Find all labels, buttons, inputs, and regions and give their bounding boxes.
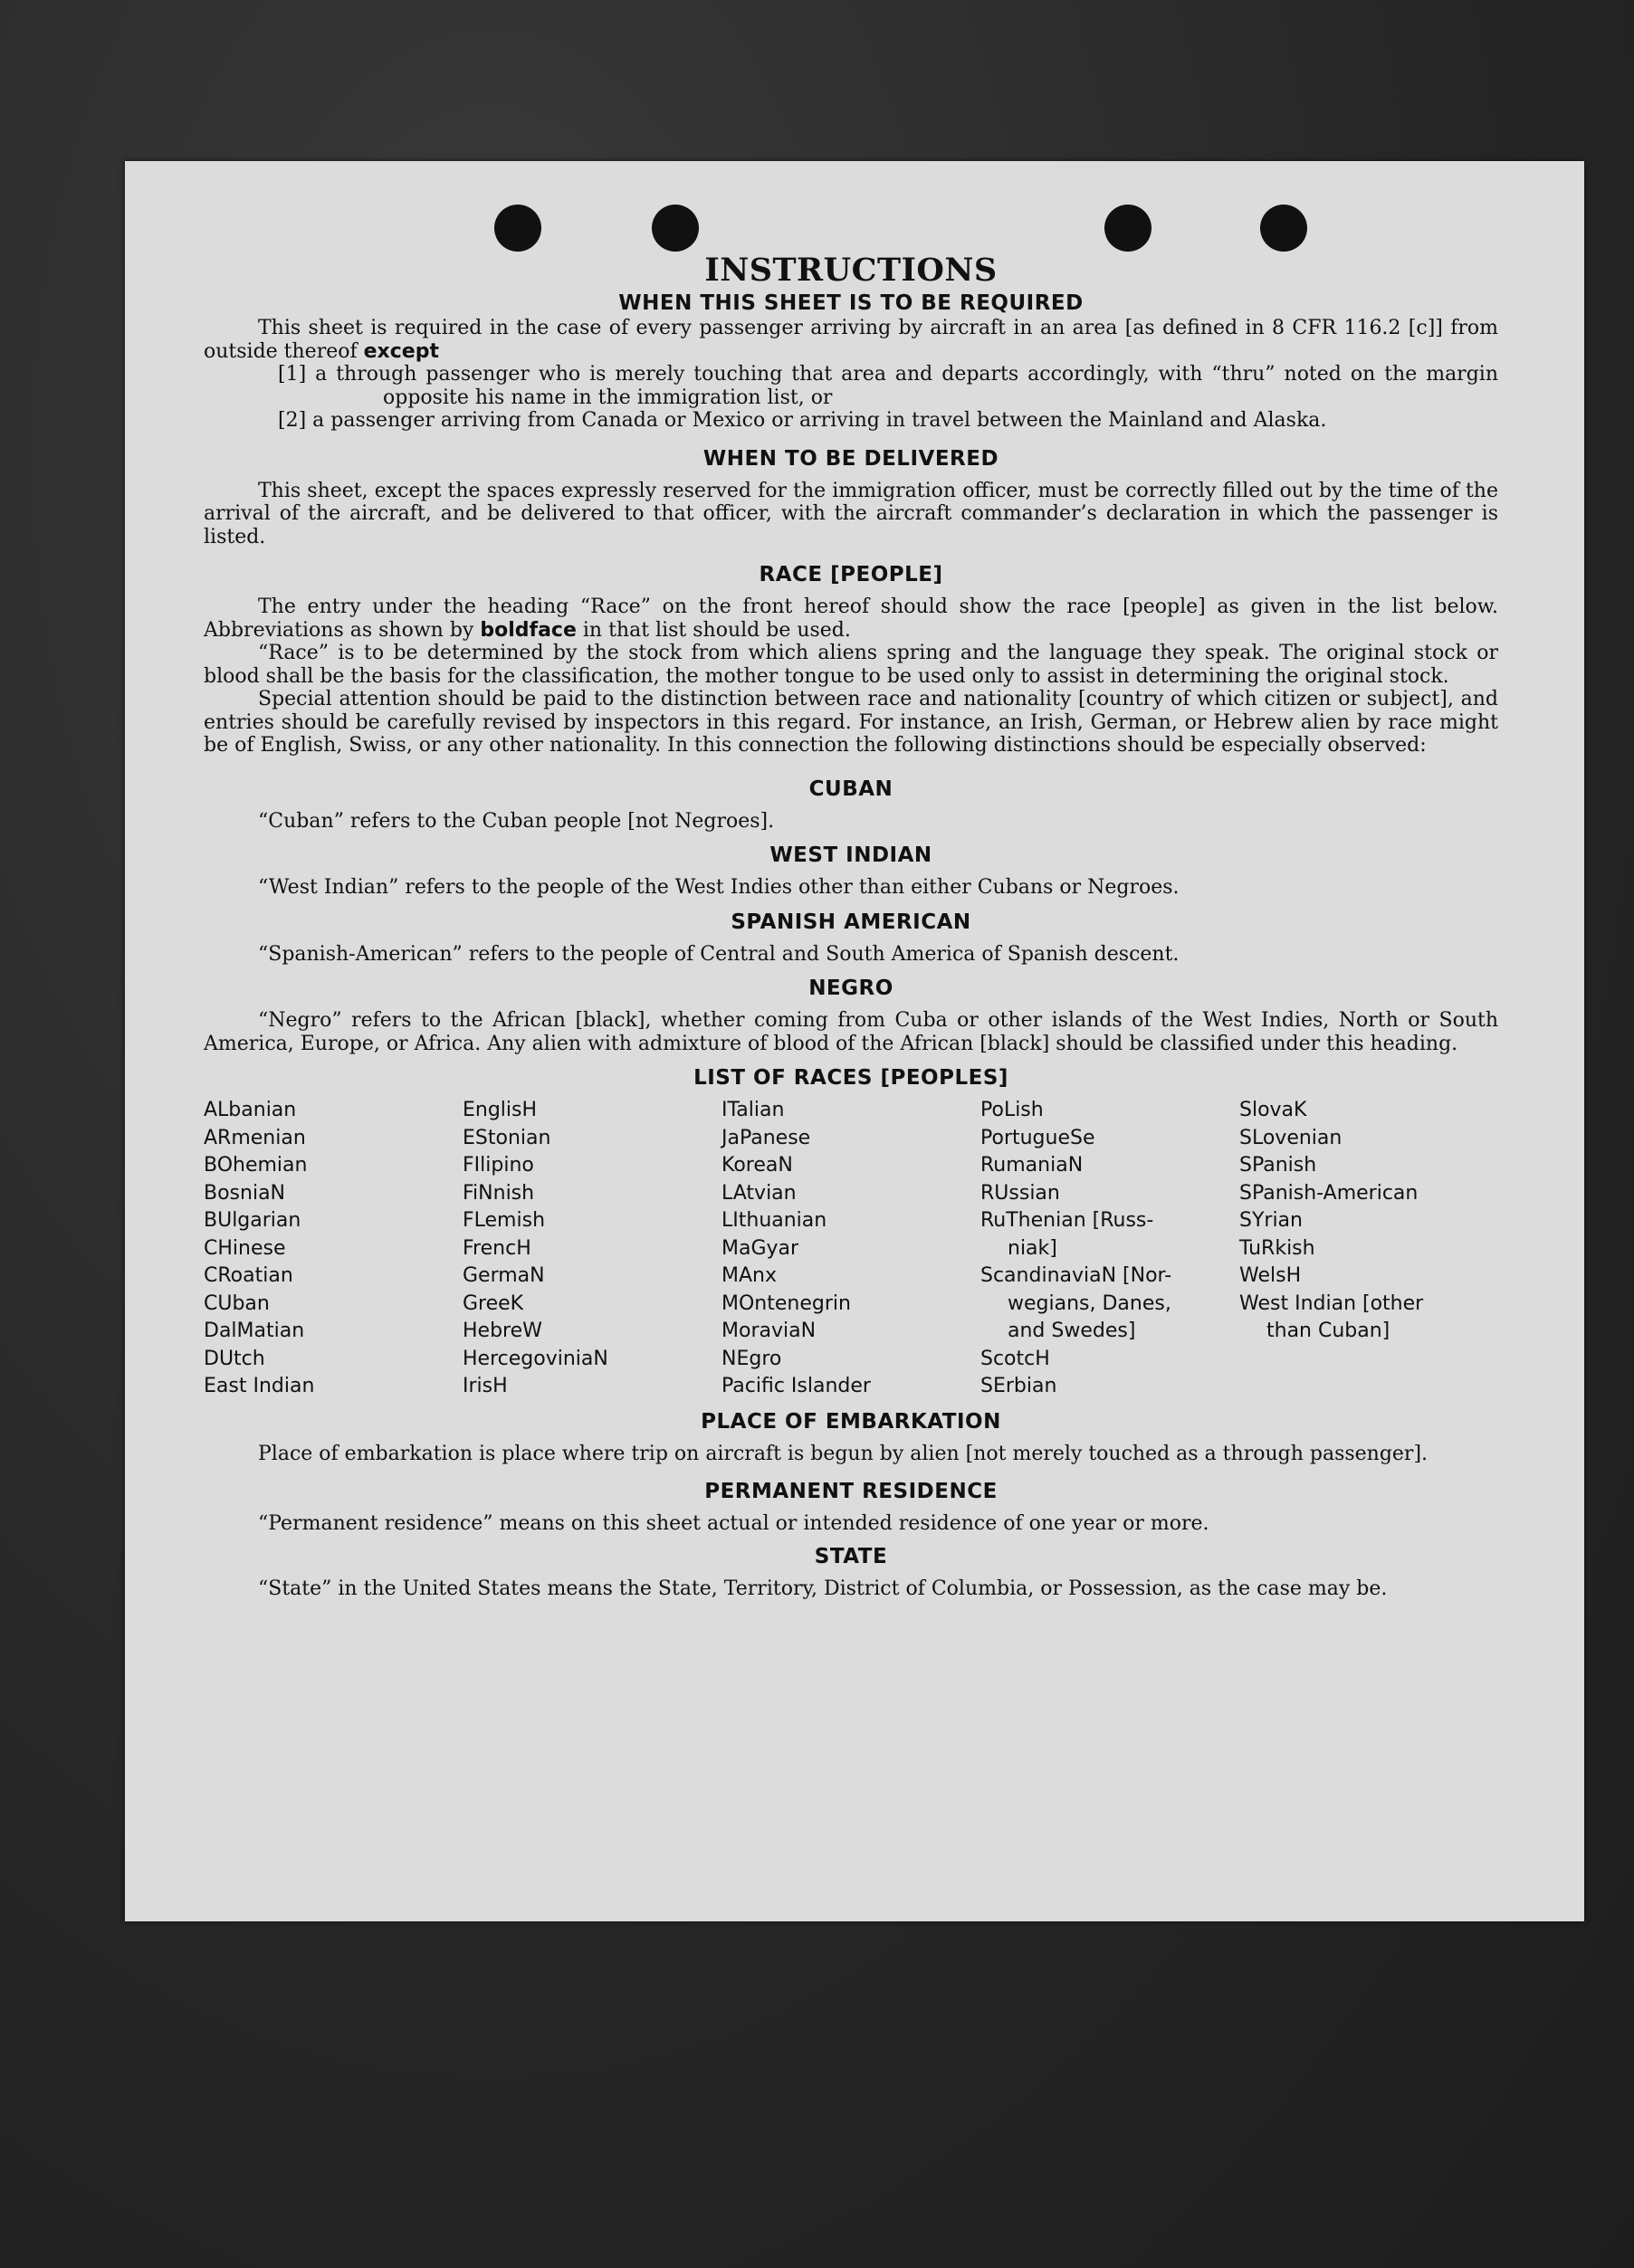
page-title: INSTRUCTIONS <box>704 252 998 289</box>
list-item: MaGyar <box>721 1236 799 1260</box>
list-item: LIthuanian <box>721 1209 827 1232</box>
punch-hole <box>1260 205 1307 252</box>
races-list <box>204 1097 1498 1401</box>
list-item: ScotcH <box>980 1347 1050 1370</box>
list-item: RumaniaN <box>980 1154 1084 1177</box>
list-item: TuRkish <box>1239 1236 1315 1260</box>
list-item: BOhemian <box>204 1154 308 1177</box>
heading-state: STATE <box>814 1544 888 1568</box>
list-item: niak] <box>1008 1236 1057 1260</box>
races-column-4 <box>980 1097 1239 1401</box>
list-item: CHinese <box>204 1236 286 1260</box>
list-item: SlovaK <box>1239 1099 1307 1121</box>
list-item: MOntenegrin <box>721 1291 851 1315</box>
heading-required: WHEN THIS SHEET IS TO BE REQUIRED <box>618 291 1084 315</box>
list-item: SYrian <box>1239 1209 1303 1232</box>
heading-west-indian: WEST INDIAN <box>769 843 932 867</box>
races-column-3 <box>721 1097 980 1401</box>
list-item: IrisH <box>463 1375 508 1397</box>
sheet-content <box>204 252 1498 1600</box>
heading-cuban: CUBAN <box>808 777 893 801</box>
list-item: East Indian <box>204 1375 315 1397</box>
list-item: ITalian <box>721 1099 785 1121</box>
cuban-text: “Cuban” refers to the Cuban people [not Negroes]. <box>258 809 775 833</box>
list-item: HebreW <box>463 1320 542 1342</box>
list-item: EStonian <box>463 1126 551 1149</box>
negro-text: “Negro” refers to the African [black], whether coming from Cuba or other islands of the West Indies, North or South America, Europe, or Africa. Any alien with admixture of blood of the African [black] should be classified under this heading. <box>204 1009 1498 1055</box>
heading-race: RACE [PEOPLE] <box>759 563 943 586</box>
list-item: GermaN <box>463 1264 545 1287</box>
list-item: CRoatian <box>204 1264 293 1287</box>
list-item: MAnx <box>721 1264 777 1287</box>
races-column-2 <box>463 1097 721 1401</box>
list-item: MoraviaN <box>721 1320 817 1342</box>
list-item: NEgro <box>721 1347 782 1370</box>
list-item: RUssian <box>980 1181 1060 1205</box>
punch-hole <box>1104 205 1151 252</box>
list-item: ARmenian <box>204 1126 306 1149</box>
list-item: GreeK <box>463 1291 524 1315</box>
list-item: WelsH <box>1239 1264 1302 1287</box>
list-item: DUtch <box>204 1347 265 1370</box>
state-text: “State” in the United States means the State, Territory, District of Columbia, or Possession, as the case may be. <box>258 1577 1388 1600</box>
list-item: SLovenian <box>1239 1126 1343 1149</box>
list-item: SErbian <box>980 1375 1057 1397</box>
list-item: Pacific Islander <box>721 1375 871 1397</box>
list-item: FiNnish <box>463 1181 535 1205</box>
list-item: West Indian [other <box>1239 1291 1424 1315</box>
heading-permanent-residence: PERMANENT RESIDENCE <box>704 1480 998 1503</box>
list-item: FLemish <box>463 1209 546 1232</box>
list-item: HercegoviniaN <box>463 1347 608 1370</box>
heading-negro: NEGRO <box>808 977 893 1000</box>
list-item: FIlipino <box>463 1154 534 1177</box>
heading-delivered: WHEN TO BE DELIVERED <box>702 446 999 471</box>
list-item: ScandinaviaN [Nor- <box>980 1264 1172 1287</box>
list-item: than Cuban] <box>1266 1320 1390 1342</box>
list-item: SPanish-American <box>1239 1181 1419 1205</box>
list-item: SPanish <box>1239 1154 1317 1177</box>
list-item: FrencH <box>463 1236 531 1260</box>
list-item: ALbanian <box>204 1099 297 1121</box>
list-item: BosniaN <box>204 1181 286 1205</box>
required-item-1: [1] a through passenger who is merely touching that area and departs accordingly, with “thru” noted on the margin opposite his name in the immigration list, or <box>278 363 1498 409</box>
list-item: BUlgarian <box>204 1209 301 1232</box>
races-column-1 <box>204 1097 463 1401</box>
heading-list-of-races: LIST OF RACES [PEOPLES] <box>693 1066 1008 1090</box>
heading-spanish-american: SPANISH AMERICAN <box>731 910 971 934</box>
list-item: DalMatian <box>204 1320 305 1342</box>
instruction-sheet <box>125 161 1584 1921</box>
required-intro: This sheet is required in the case of every passenger arriving by aircraft in an area [as defined in 8 CFR 116.2 [c]] from outside thereof except <box>204 317 1498 363</box>
residence-text: “Permanent residence” means on this sheet actual or intended residence of one year or more. <box>258 1512 1209 1535</box>
list-item: wegians, Danes, <box>1008 1291 1171 1315</box>
heading-embarkation: PLACE OF EMBARKATION <box>701 1409 1001 1434</box>
list-item: LAtvian <box>721 1181 797 1205</box>
embarkation-text: Place of embarkation is place where trip on aircraft is begun by alien [not merely touched as a through passenger]. <box>258 1442 1429 1465</box>
race-paragraph-1: The entry under the heading “Race” on the front hereof should show the race [people] as given in the list below. Abbreviations as shown by boldface in that list should be used. <box>204 596 1498 642</box>
punch-hole <box>494 205 541 252</box>
punch-hole <box>652 205 699 252</box>
delivered-text: This sheet, except the spaces expressly reserved for the immigration officer, must be correctly filled out by the time of the arrival of the aircraft, and be delivered to that officer, with the aircraft commander’s declaration in which the passenger is listed. <box>204 479 1498 548</box>
spanish-american-text: “Spanish-American” refers to the people of Central and South America of Spanish descent. <box>258 942 1180 966</box>
list-item: PortugueSe <box>980 1126 1095 1149</box>
list-item: CUban <box>204 1291 270 1315</box>
list-item: RuThenian [Russ- <box>980 1209 1154 1232</box>
race-paragraph-2: “Race” is to be determined by the stock from which aliens spring and the language they speak. The original stock or blood shall be the basis for the classification, the mother tongue to be used only to assist in determining the original stock. <box>204 642 1498 688</box>
races-column-5 <box>1239 1097 1498 1401</box>
list-item: KoreaN <box>721 1154 793 1177</box>
list-item: and Swedes] <box>1008 1320 1136 1342</box>
list-item: EnglisH <box>463 1099 538 1121</box>
list-item: JaPanese <box>721 1126 811 1149</box>
required-item-2: [2] a passenger arriving from Canada or Mexico or arriving in travel between the Mainland and Alaska. <box>278 409 1327 432</box>
race-paragraph-3: Special attention should be paid to the distinction between race and nationality [country of which citizen or subject], and entries should be carefully revised by inspectors in this regard. For instance, an Irish, German, or Hebrew alien by race might be of English, Swiss, or any other nationality. In this connection the following distinctions should be especially observed: <box>204 688 1498 757</box>
list-item: PoLish <box>980 1099 1044 1121</box>
west-indian-text: “West Indian” refers to the people of the West Indies other than either Cubans or Negroes. <box>258 876 1180 899</box>
